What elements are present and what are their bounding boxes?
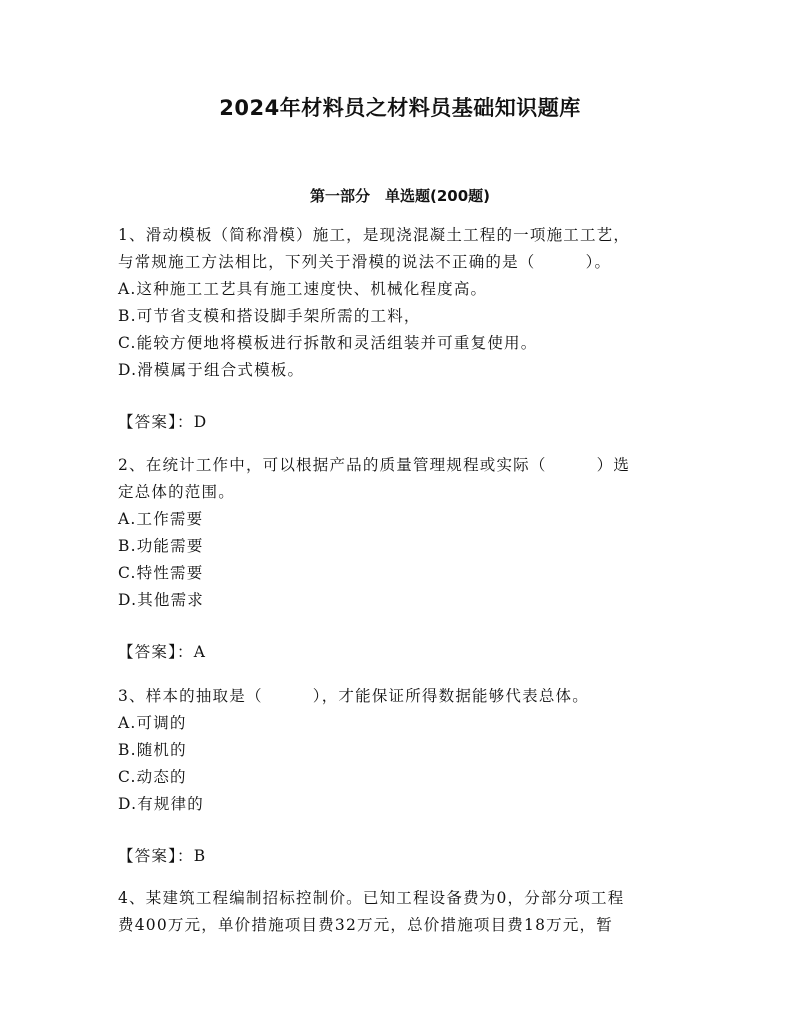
question-3 bbox=[118, 683, 678, 870]
answer-label: 【答案】：A bbox=[118, 643, 207, 661]
question-4 bbox=[118, 885, 678, 939]
question-stem-line: 费400万元，单价措施项目费32万元，总价措施项目费18万元，暂 bbox=[118, 916, 613, 934]
option-c: C.能较方便地将模板进行拆散和灵活组装并可重复使用。 bbox=[118, 334, 538, 352]
document-title: 2024年材料员之材料员基础知识题库 bbox=[219, 96, 581, 120]
option-b: B.功能需要 bbox=[118, 537, 204, 555]
question-stem-line: 1、滑动模板（简称滑模）施工，是现浇混凝土工程的一项施工工艺， bbox=[118, 226, 631, 244]
answer-label: 【答案】：D bbox=[118, 413, 208, 431]
option-c: C.特性需要 bbox=[118, 564, 204, 582]
question-stem-line: 2、在统计工作中，可以根据产品的质量管理规程或实际（ ）选 bbox=[118, 456, 631, 474]
option-a: A.可调的 bbox=[118, 714, 187, 732]
section-heading: 第一部分 单选题(200题) bbox=[309, 187, 491, 205]
question-1 bbox=[118, 222, 678, 436]
option-b: B.随机的 bbox=[118, 741, 187, 759]
question-stem-line: 与常规施工方法相比，下列关于滑模的说法不正确的是（ ）。 bbox=[118, 253, 612, 271]
answer-label: 【答案】：B bbox=[118, 847, 207, 865]
option-d: D.有规律的 bbox=[118, 795, 205, 813]
option-d: D.滑模属于组合式模板。 bbox=[118, 361, 305, 379]
question-stem-line: 4、某建筑工程编制招标控制价。已知工程设备费为0，分部分项工程 bbox=[118, 889, 625, 907]
question-stem-line: 3、样本的抽取是（ ），才能保证所得数据能够代表总体。 bbox=[118, 687, 589, 705]
option-c: C.动态的 bbox=[118, 768, 187, 786]
option-b: B.可节省支模和搭设脚手架所需的工料， bbox=[118, 307, 421, 325]
option-d: D.其他需求 bbox=[118, 591, 205, 609]
question-2 bbox=[118, 452, 678, 666]
option-a: A.这种施工工艺具有施工速度快、机械化程度高。 bbox=[118, 280, 488, 298]
option-a: A.工作需要 bbox=[118, 510, 204, 528]
question-stem-line: 定总体的范围。 bbox=[118, 483, 235, 501]
